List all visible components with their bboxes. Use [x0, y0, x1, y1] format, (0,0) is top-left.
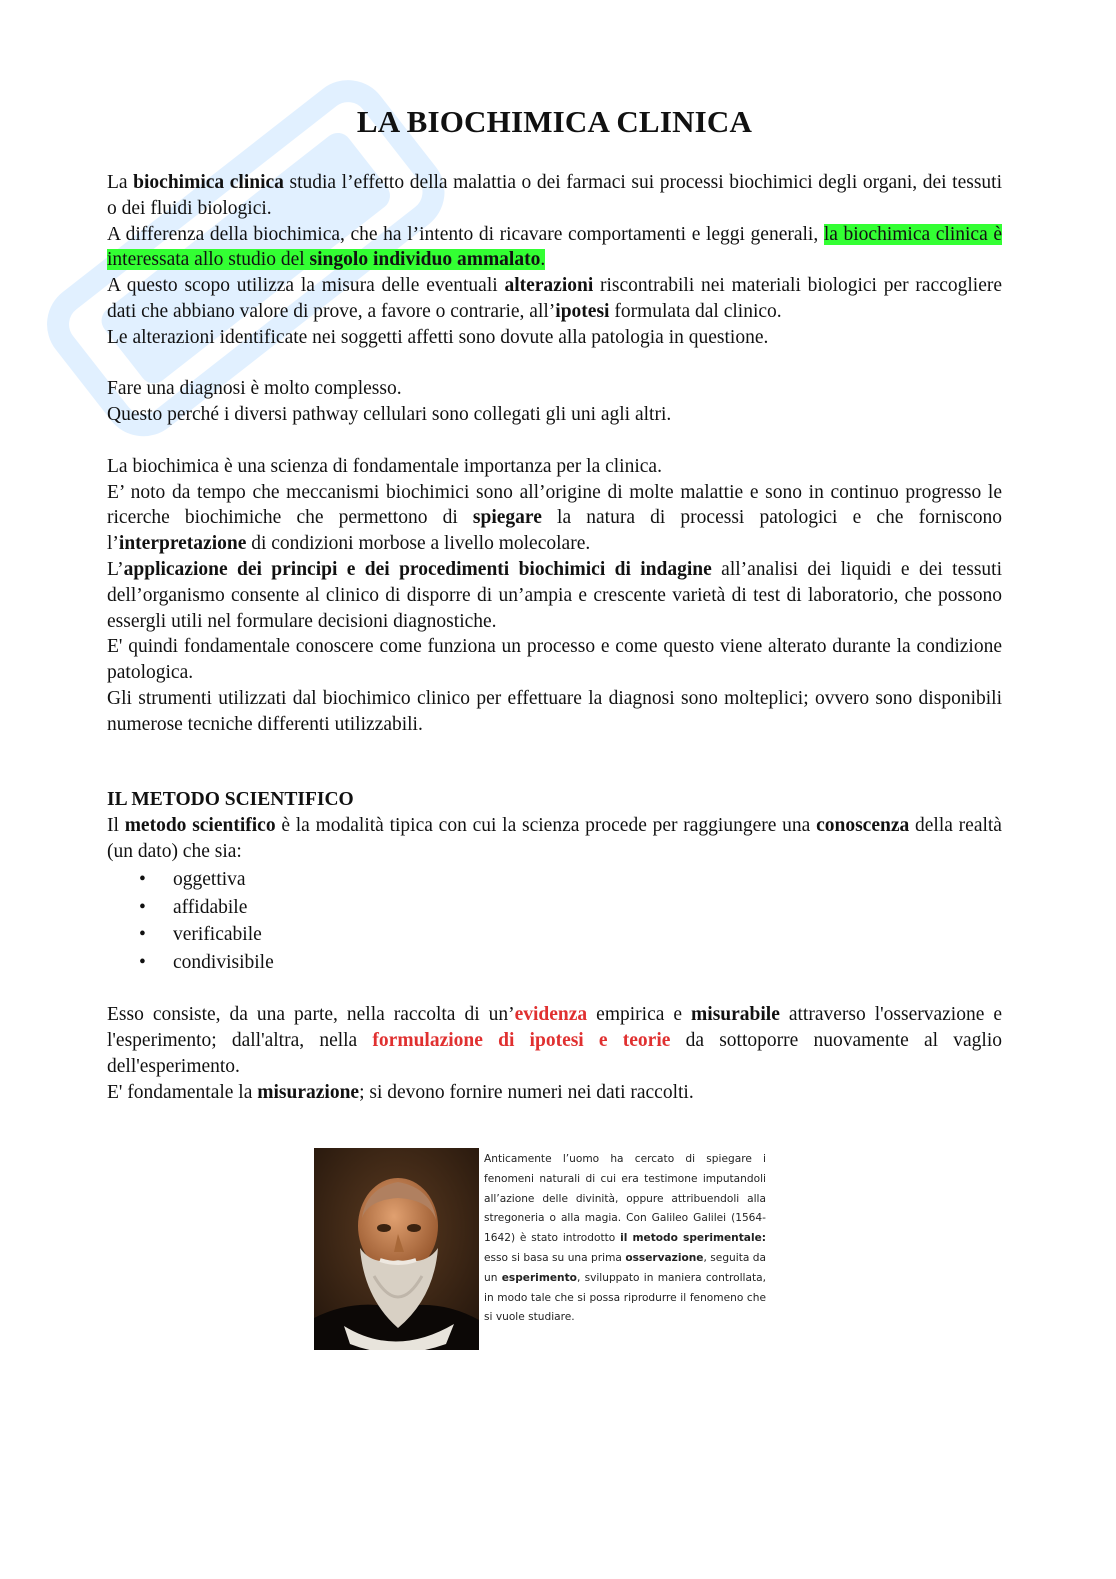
list-item: • affidabile: [107, 894, 1002, 922]
bullet-icon: •: [139, 951, 146, 973]
diagnosis-paragraph-2: Questo perché i diversi pathway cellulari sono collegati gli uni agli altri.: [107, 404, 672, 426]
method-paragraph-3: E' fondamentale la misurazione; si devono fornire numeri nei dati raccolti.: [107, 1081, 694, 1103]
intro-section: [107, 170, 1002, 738]
importance-paragraph-5: Gli strumenti utilizzati dal biochimico clinico per effettuare la diagnosi sono molteplici; ovvero sono disponibili numerose tecniche differenti utilizzabili.: [107, 687, 1002, 735]
intro-paragraph-3: A questo scopo utilizza la misura delle eventuali alterazioni riscontrabili nei materiali biologici per raccogliere dati che abbiano valore di prove, a favore o contrarie, all’ipotesi formulata dal clinico.: [107, 275, 1003, 322]
importance-paragraph-2: E’ noto da tempo che meccanismi biochimici sono all’origine di molte malattie e sono in continuo progresso le ricerche biochimiche che permettono di spiegare la natura di processi patologici e che forniscono l’interpretazione di condizioni morbose a livello molecolare.: [107, 481, 1002, 555]
diagnosis-paragraph-1: Fare una diagnosi è molto complesso.: [107, 378, 402, 400]
galileo-portrait-image: [314, 1148, 479, 1350]
method-heading: IL METODO SCIENTIFICO: [107, 789, 354, 810]
figure-caption: Anticamente l’uomo ha cercato di spiegare i fenomeni naturali di cui era testimone imputandoli all’azione delle divinità, oppure attribuendoli alla stregoneria o alla magia. Con Galileo Galilei (1564-1642) è stato introdotto il metodo sperimentale: esso si basa su una prima osservazione, seguita da un esperimento, sviluppato in maniera controllata, in modo tale che si possa riprodurre il fenomeno che si vuole studiare.: [484, 1153, 767, 1324]
properties-list: [107, 866, 1002, 976]
method-section: [107, 787, 1002, 1105]
method-paragraph-2: Esso consiste, da una parte, nella raccolta di un’evidenza empirica e misurabile attraverso l'osservazione e l'esperimento; dall'altra, nella formulazione di ipotesi e teorie da sottoporre nuovamente al vaglio dell'esperimento.: [107, 1004, 1003, 1077]
intro-paragraph-2: A differenza della biochimica, che ha l’intento di ricavare comportamenti e leggi generali, la biochimica clinica è interessata allo studio del singolo individuo ammalato.: [107, 223, 1002, 271]
list-item: • oggettiva: [107, 866, 1002, 894]
importance-paragraph-3: L’applicazione dei principi e dei procedimenti biochimici di indagine all’analisi dei liquidi e dei tessuti dell’organismo consente al clinico di disporre di un’ampia e crescente varietà di test di laboratorio, che possono essergli utili nel formulare decisioni diagnostiche.: [107, 558, 1002, 632]
bullet-icon: •: [139, 869, 146, 891]
document-title: LA BIOCHIMICA CLINICA: [356, 104, 753, 139]
intro-paragraph-4: Le alterazioni identificate nei soggetti affetti sono dovute alla patologia in questione.: [107, 326, 769, 348]
importance-paragraph-4: E' quindi fondamentale conoscere come funziona un processo e come questo viene alterato durante la condizione patologica.: [107, 636, 1002, 684]
intro-paragraph-1: La biochimica clinica studia l’effetto della malattia o dei farmaci sui processi biochimici degli organi, dei tessuti o dei fluidi biologici.: [107, 172, 1002, 219]
list-item: • condivisibile: [107, 949, 1002, 977]
highlighted-text: la biochimica clinica è interessata allo studio del singolo individuo ammalato.: [107, 223, 1002, 271]
bullet-icon: •: [139, 924, 146, 946]
galileo-figure: [314, 1148, 766, 1350]
method-paragraph-1: Il metodo scientifico è la modalità tipica con cui la scienza procede per raggiungere una conoscenza della realtà (un dato) che sia:: [107, 814, 1002, 862]
importance-paragraph-1: La biochimica è una scienza di fondamentale importanza per la clinica.: [107, 455, 662, 477]
list-item: • verificabile: [107, 921, 1002, 949]
bullet-icon: •: [139, 896, 146, 918]
